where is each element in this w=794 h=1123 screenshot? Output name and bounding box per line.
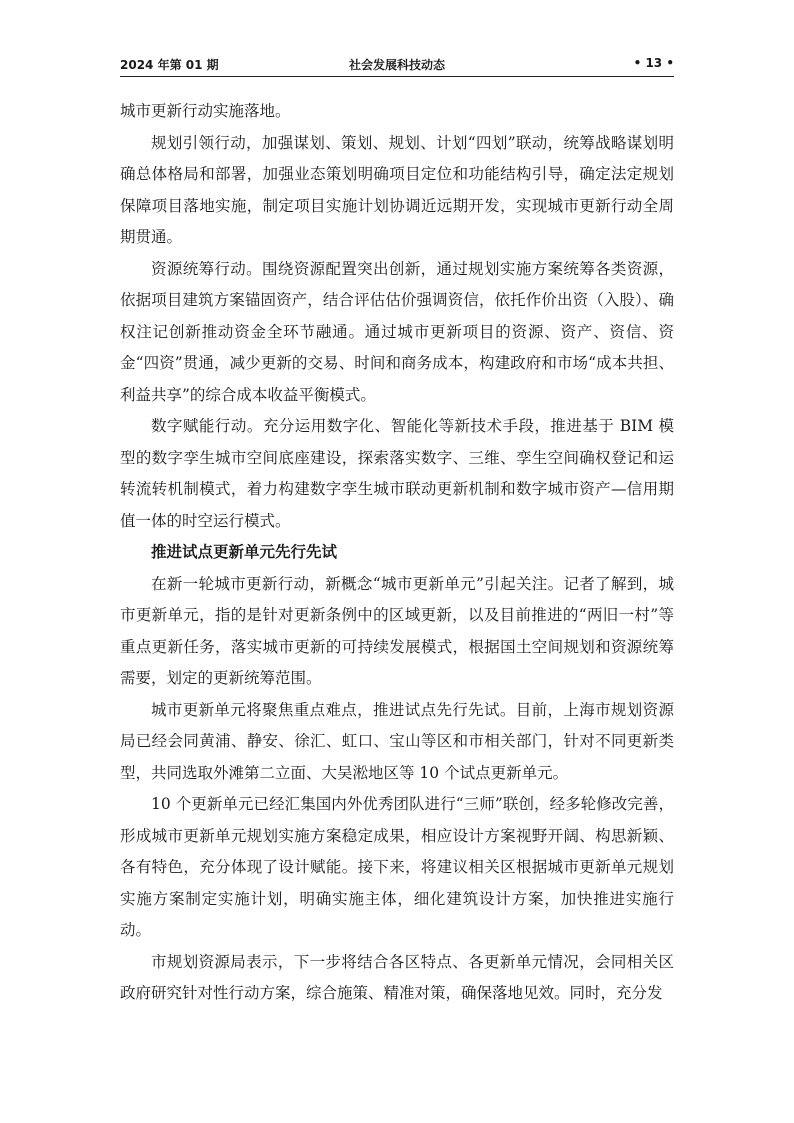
paragraph: 数字赋能行动。充分运用数字化、智能化等新技术手段，推进基于 BIM 模型的数字孪生城市空间底座建设，探索落实数字、三维、孪生空间确权登记和运转流转机制模式，着力构建数字孪生城市联动更新机制和数字城市资产—信用期值一体的时空运行模式。: [120, 417, 674, 530]
paragraph: 10 个更新单元已经汇集国内外优秀团队进行“三师”联创，经多轮修改完善，形成城市更新单元规划实施方案稳定成果，相应设计方案视野开阔、构思新颖、各有特色，充分体现了设计赋能。接下来，将建议相关区根据城市更新单元规划实施方案制定实施计划，明确实施主体，细化建筑设计方案，加快推进实施行动。: [120, 795, 674, 939]
paragraph: 在新一轮城市更新行动，新概念“城市更新单元”引起关注。记者了解到，城市更新单元，指的是针对更新条例中的区域更新，以及目前推进的“两旧一村”等重点更新任务，落实城市更新的可持续发展模式，根据国土空间规划和资源统筹需要，划定的更新统筹范围。: [120, 574, 674, 687]
paragraph: 市规划资源局表示，下一步将结合各区特点、各更新单元情况，会同相关区政府研究针对性行动方案，综合施策、精准对策，确保落地见效。同时，充分发: [120, 952, 674, 1002]
journal-title: 社会发展科技动态: [348, 58, 445, 72]
paragraph: 城市更新单元将聚焦重点难点，推进试点先行先试。目前，上海市规划资源局已经会同黄浦、静安、徐汇、虹口、宝山等区和市相关部门，针对不同更新类型，共同选取外滩第二立面、大吴淞地区等 10 个试点更新单元。: [120, 700, 674, 782]
header-rule: [120, 76, 674, 77]
article-body: [120, 96, 674, 1010]
page-number: • 13 •: [633, 56, 674, 70]
section-heading: 推进试点更新单元先行先试: [151, 543, 338, 561]
paragraph: 资源统筹行动。围绕资源配置突出创新，通过规划实施方案统筹各类资源，依据项目建筑方案锚固资产，结合评估估价强调资信，依托作价出资（入股）、确权注记创新推动资金全环节融通。通过城市更新项目的资源、资产、资信、资金“四资”贯通，减少更新的交易、时间和商务成本，构建政府和市场“成本共担、利益共享”的综合成本收益平衡模式。: [120, 259, 674, 404]
paragraph: 城市更新行动实施落地。: [120, 102, 291, 120]
paragraph: 规划引领行动，加强谋划、策划、规划、计划“四划”联动，统筹战略谋划明确总体格局和部署，加强业态策划明确项目定位和功能结构引导，确定法定规划保障项目落地实施，制定项目实施计划协调近远期开发，实现城市更新行动全周期贯通。: [120, 133, 674, 246]
issue-number: 2024 年第 01 期: [120, 58, 219, 72]
page-header: [120, 56, 674, 76]
